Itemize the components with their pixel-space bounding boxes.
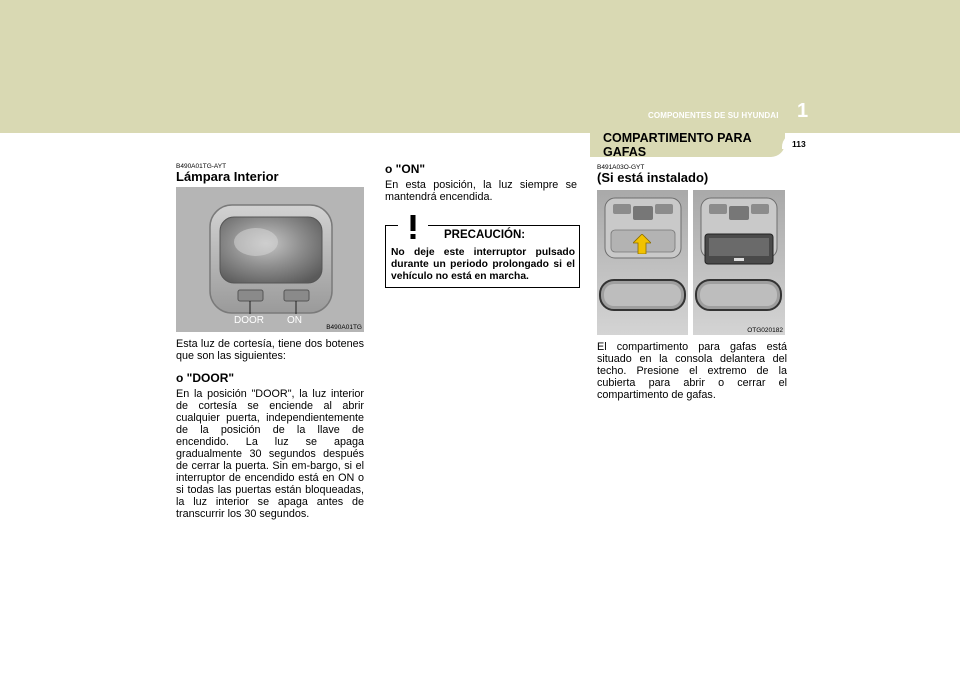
arrow-up-icon [633, 234, 651, 254]
lamp-intro-text: Esta luz de cortesía, tiene dos botenes que son las siguientes: [176, 338, 364, 362]
door-description: En la posición "DOOR", la luz interior de cortesía se enciende al abrir cualquier puerta, independientemente de la posición de la llave de encendido. La luz se apaga gradualmente 30 segundos después de cerrar la puerta. Sin em-bargo, si el interruptor de encendido está en ON o si todas las puertas están bloqueadas, la luz interior se apaga antes de transcurrir los 30 segundos. [176, 388, 364, 520]
chapter-number: 1 [797, 100, 809, 122]
header-band [0, 0, 960, 133]
on-description: En esta posición, la luz siempre se mantendrá encendida. [385, 179, 577, 203]
door-label: DOOR [234, 315, 264, 326]
compartment-code: B491A03O-GYT [597, 164, 645, 171]
photo-caption: B490A01TG [326, 324, 362, 331]
interior-lamp-photo [176, 187, 364, 332]
section-title: COMPONENTES DE SU HYUNDAI [648, 111, 779, 120]
compartment-title: (Si está instalado) [597, 170, 709, 185]
warning-icon [398, 213, 428, 240]
section-code: B490A01TG-AYT [176, 163, 227, 170]
glasses-compartment-photo [597, 190, 785, 335]
glasses-compartment-illustration [597, 190, 785, 335]
caution-box [385, 225, 580, 288]
left-column [176, 163, 364, 520]
caution-text: No deje este interruptor pulsado durante un periodo prolongado si el vehículo no está en marcha. [391, 247, 575, 282]
right-column [597, 164, 787, 401]
on-label: ON [287, 315, 302, 326]
compartment-section-header: COMPARTIMENTO PARA GAFAS [603, 131, 752, 159]
middle-column [385, 162, 577, 288]
compartment-description: El compartimento para gafas está situado en la consola delantera del techo. Presione el extremo de la cubierta para abrir o cerrar el compartimento de gafas. [597, 341, 787, 401]
photo-caption: OTG020182 [747, 327, 783, 334]
on-heading: o "ON" [385, 162, 426, 176]
page-number: 113 [792, 139, 806, 149]
lamp-title: Lámpara Interior [176, 169, 279, 184]
door-heading: o "DOOR" [176, 371, 235, 385]
caution-title: PRECAUCIÓN: [444, 229, 526, 241]
interior-lamp-illustration [176, 187, 364, 332]
